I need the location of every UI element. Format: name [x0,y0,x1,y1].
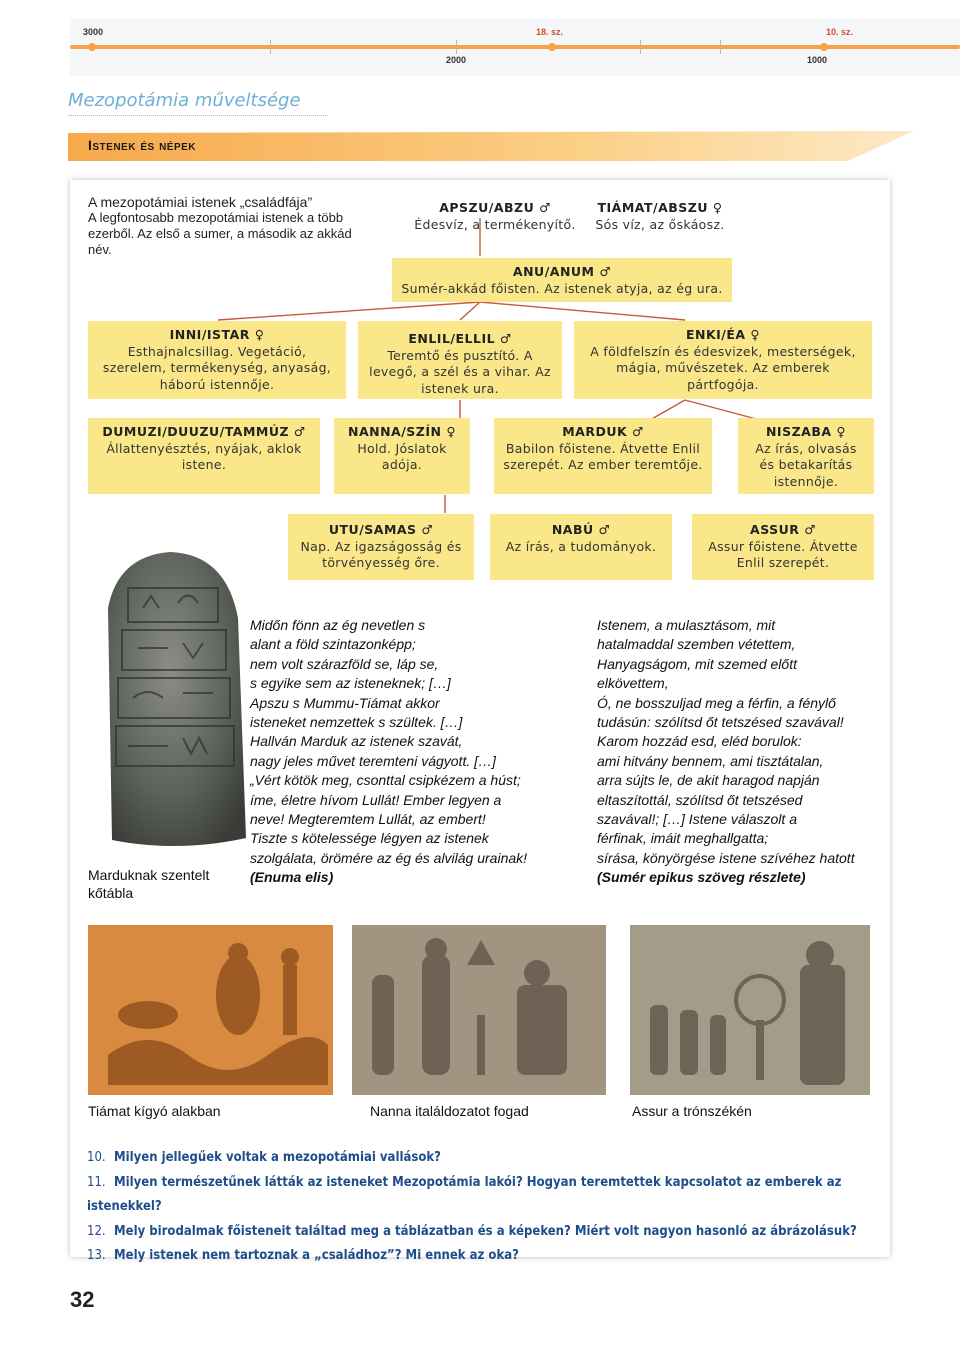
god-inni [88,321,346,399]
chapter-title: Istenek és népek [88,137,197,153]
timeline-label: 3000 [83,27,104,37]
poem-line: Hallván Marduk az istenek szavát, [250,733,463,750]
timeline-marker [820,43,828,51]
god-name: ENLIL/ELLIL ♂ [408,331,512,346]
poem-line: hatalmaddal szemben vétettem, [597,636,796,653]
content-panel [70,180,890,1263]
question-item [87,1146,877,1171]
poem-sumerian [597,616,887,888]
timeline-label: 2000 [446,55,467,65]
god-desc: Esthajnalcsillag. Vegetáció, szerelem, termékenység, anyaság, háború istennője. [102,343,332,392]
god-enki [574,321,872,399]
poem-line: Hanyagságom, mit szemed előtt [597,655,797,672]
chapter-banner [68,131,914,161]
god-niszaba [738,418,874,494]
page-number: 32 [70,1287,95,1312]
question-number: 11. [87,1174,106,1190]
poem-line: Tiszte s kötelessége légyen az istenek [250,830,489,847]
timeline-label: 10. sz. [826,27,854,37]
god-desc: Babilon főistene. Átvette Enlil szerepét. Az ember teremtője. [503,440,703,472]
poem-line: szolgálata, örömére az ég és alvilág urainak! [250,849,528,866]
timeline-label: 1000 [807,55,828,65]
divider [68,115,328,116]
god-desc: Édesvíz, a termékenyítő. [414,216,576,232]
question-text: Milyen természetűnek látták az isteneket Mezopotámia lakói? Hogyan teremtettek kapcsolatot az emberek az istenekkel? [87,1174,842,1214]
god-name: NANNA/SZÍN ♀ [348,424,456,439]
question-item [87,1244,877,1269]
poem-line: arra sújts le, de akit haragod napján [597,772,820,789]
poem-line: sírása, könyörgése istene szívéhez hatott [597,849,855,866]
god-nanna [334,418,470,494]
question-item [87,1220,877,1245]
god-desc: A földfelszín és édesvizek, mesterségek, mágia, művészetek. Az emberek pártfogója. [590,343,856,392]
question-text: Mely birodalmak főisteneit találtad meg a táblázatban és a képeken? Miért volt nagyon hasonló az ábrázolásuk? [114,1223,857,1239]
god-name: ASSUR ♂ [750,522,816,537]
poem-line: Ó, ne bosszuljad meg a férfin, a fénylő [597,694,836,711]
god-desc: Az írás, olvasás és betakarítás istennője. [755,440,857,489]
photo-caption: Assur a trónszékén [632,1103,752,1119]
god-tiamat [580,200,740,233]
god-assur [692,514,874,580]
poem-line: Midőn fönn az ég nevetlen s [250,617,426,633]
timeline-marker [88,43,96,51]
question-number: 13. [87,1248,106,1263]
poem-lines [597,616,887,868]
poem-line: Karom hozzád esd, eléd borulok: [597,733,802,750]
god-name: DUMUZI/DUUZU/TAMMÚZ ♂ [102,424,306,439]
section-title: Mezopotámia műveltsége [68,90,301,111]
god-dumuzi [88,418,320,494]
poem-line: s egyike sem az isteneknek; […] [250,675,451,692]
poem-line: isteneket nemzettek s szültek. […] [250,714,463,731]
poem-lines [250,616,570,868]
assur-relief-image [630,925,870,1095]
god-desc: Állattenyésztés, nyájak, aklok istene. [106,440,302,472]
god-nabu [490,514,672,580]
poem-line: szavával!; […] Istene válaszolt a [597,811,797,828]
question-number: 10. [87,1150,106,1165]
poem-source: (Sumér epikus szöveg részlete) [597,869,806,886]
god-name: INNI/ISTAR ♀ [169,327,265,342]
god-name: NABÚ ♂ [551,522,611,537]
god-apszu [410,200,580,233]
stele-caption: Marduknak szentelt kőtábla [88,867,210,901]
god-name: MARDUK ♂ [562,424,644,439]
poem-line: nagy jeles művet teremteni vágyott. […] [250,752,496,769]
god-marduk [494,418,712,494]
god-desc: Assur főistene. Átvette Enlil szerepét. [708,538,858,570]
god-name: NISZABA ♀ [765,424,847,439]
poem-line: íme, életre hívom Lullát! Ember legyen a [250,791,502,808]
poem-line: nem volt szárazföld se, láp se, [250,655,439,672]
tiamat-relief-image [88,925,333,1095]
poem-line: tudásún: szólítsd őt tetszésed szavával! [597,714,844,731]
poem-source: (Enuma elis) [250,869,334,886]
god-utu [288,514,474,580]
poem-line: neve! Megteremtem Lullát, az embert! [250,811,486,828]
questions-list [87,1146,877,1269]
god-name: ENKI/ÉA ♀ [685,327,761,342]
god-desc: Nap. Az igazságosság és törvényesség őre. [300,538,462,570]
timeline [70,18,960,78]
poem-line: alant a föld szintazonképp; [250,636,416,653]
poem-enuma-elis [250,616,570,888]
question-text: Milyen jellegűek voltak a mezopotámiai vallások? [114,1150,441,1165]
question-text: Mely istenek nem tartoznak a „családhoz”? Mi ennek az oka? [114,1248,519,1263]
god-name: ANU/ANUM ♂ [512,264,612,279]
poem-line: Istenem, a mulasztásom, mit [597,617,776,633]
god-desc: Sós víz, az őskáosz. [595,216,725,232]
question-item [87,1171,877,1220]
photo-caption: Tiámat kígyó alakban [88,1103,221,1119]
god-desc: Sumér-akkád főisten. Az istenek atyja, az ég ura. [401,280,723,296]
god-name: TIÁMAT/ABSZU ♀ [597,200,723,215]
timeline-marker [548,43,556,51]
god-desc: Az írás, a tudományok. [505,538,657,554]
poem-line: eltaszítottál, szólítsd őt tetszésed [597,791,803,808]
poem-line: ami hitvány bennem, ami tisztátalan, [597,752,824,769]
god-anu [392,258,732,302]
photo-caption: Nanna italáldozatot fogad [370,1103,529,1119]
stele-image [88,548,253,853]
god-desc: Teremtő és pusztító. A levegő, a szél és a vihar. Az istenek ura. [369,347,551,396]
timeline-label: 18. sz. [536,27,564,37]
poem-line: „Vért kötök meg, csonttal csipkézem a húst; [250,772,521,789]
question-number: 12. [87,1223,106,1239]
poem-line: Apszu s Mummu-Tiámat akkor [250,694,440,711]
poem-line: elkövettem, [597,675,669,692]
poem-line: férfinak, imáit meghallgatta; [597,830,769,847]
god-name: UTU/SAMAS ♂ [328,522,434,537]
intro-title: A mezopotámiai istenek „családfája” [88,194,313,210]
nanna-relief-image [352,925,606,1095]
god-desc: Hold. Jóslatok adója. [357,440,447,472]
god-name: APSZU/ABZU ♂ [439,200,551,215]
god-enlil [358,321,562,399]
intro-text: A legfontosabb mezopotámiai istenek a több ezerből. Az első a sumer, a második az akkád név. [88,210,352,257]
